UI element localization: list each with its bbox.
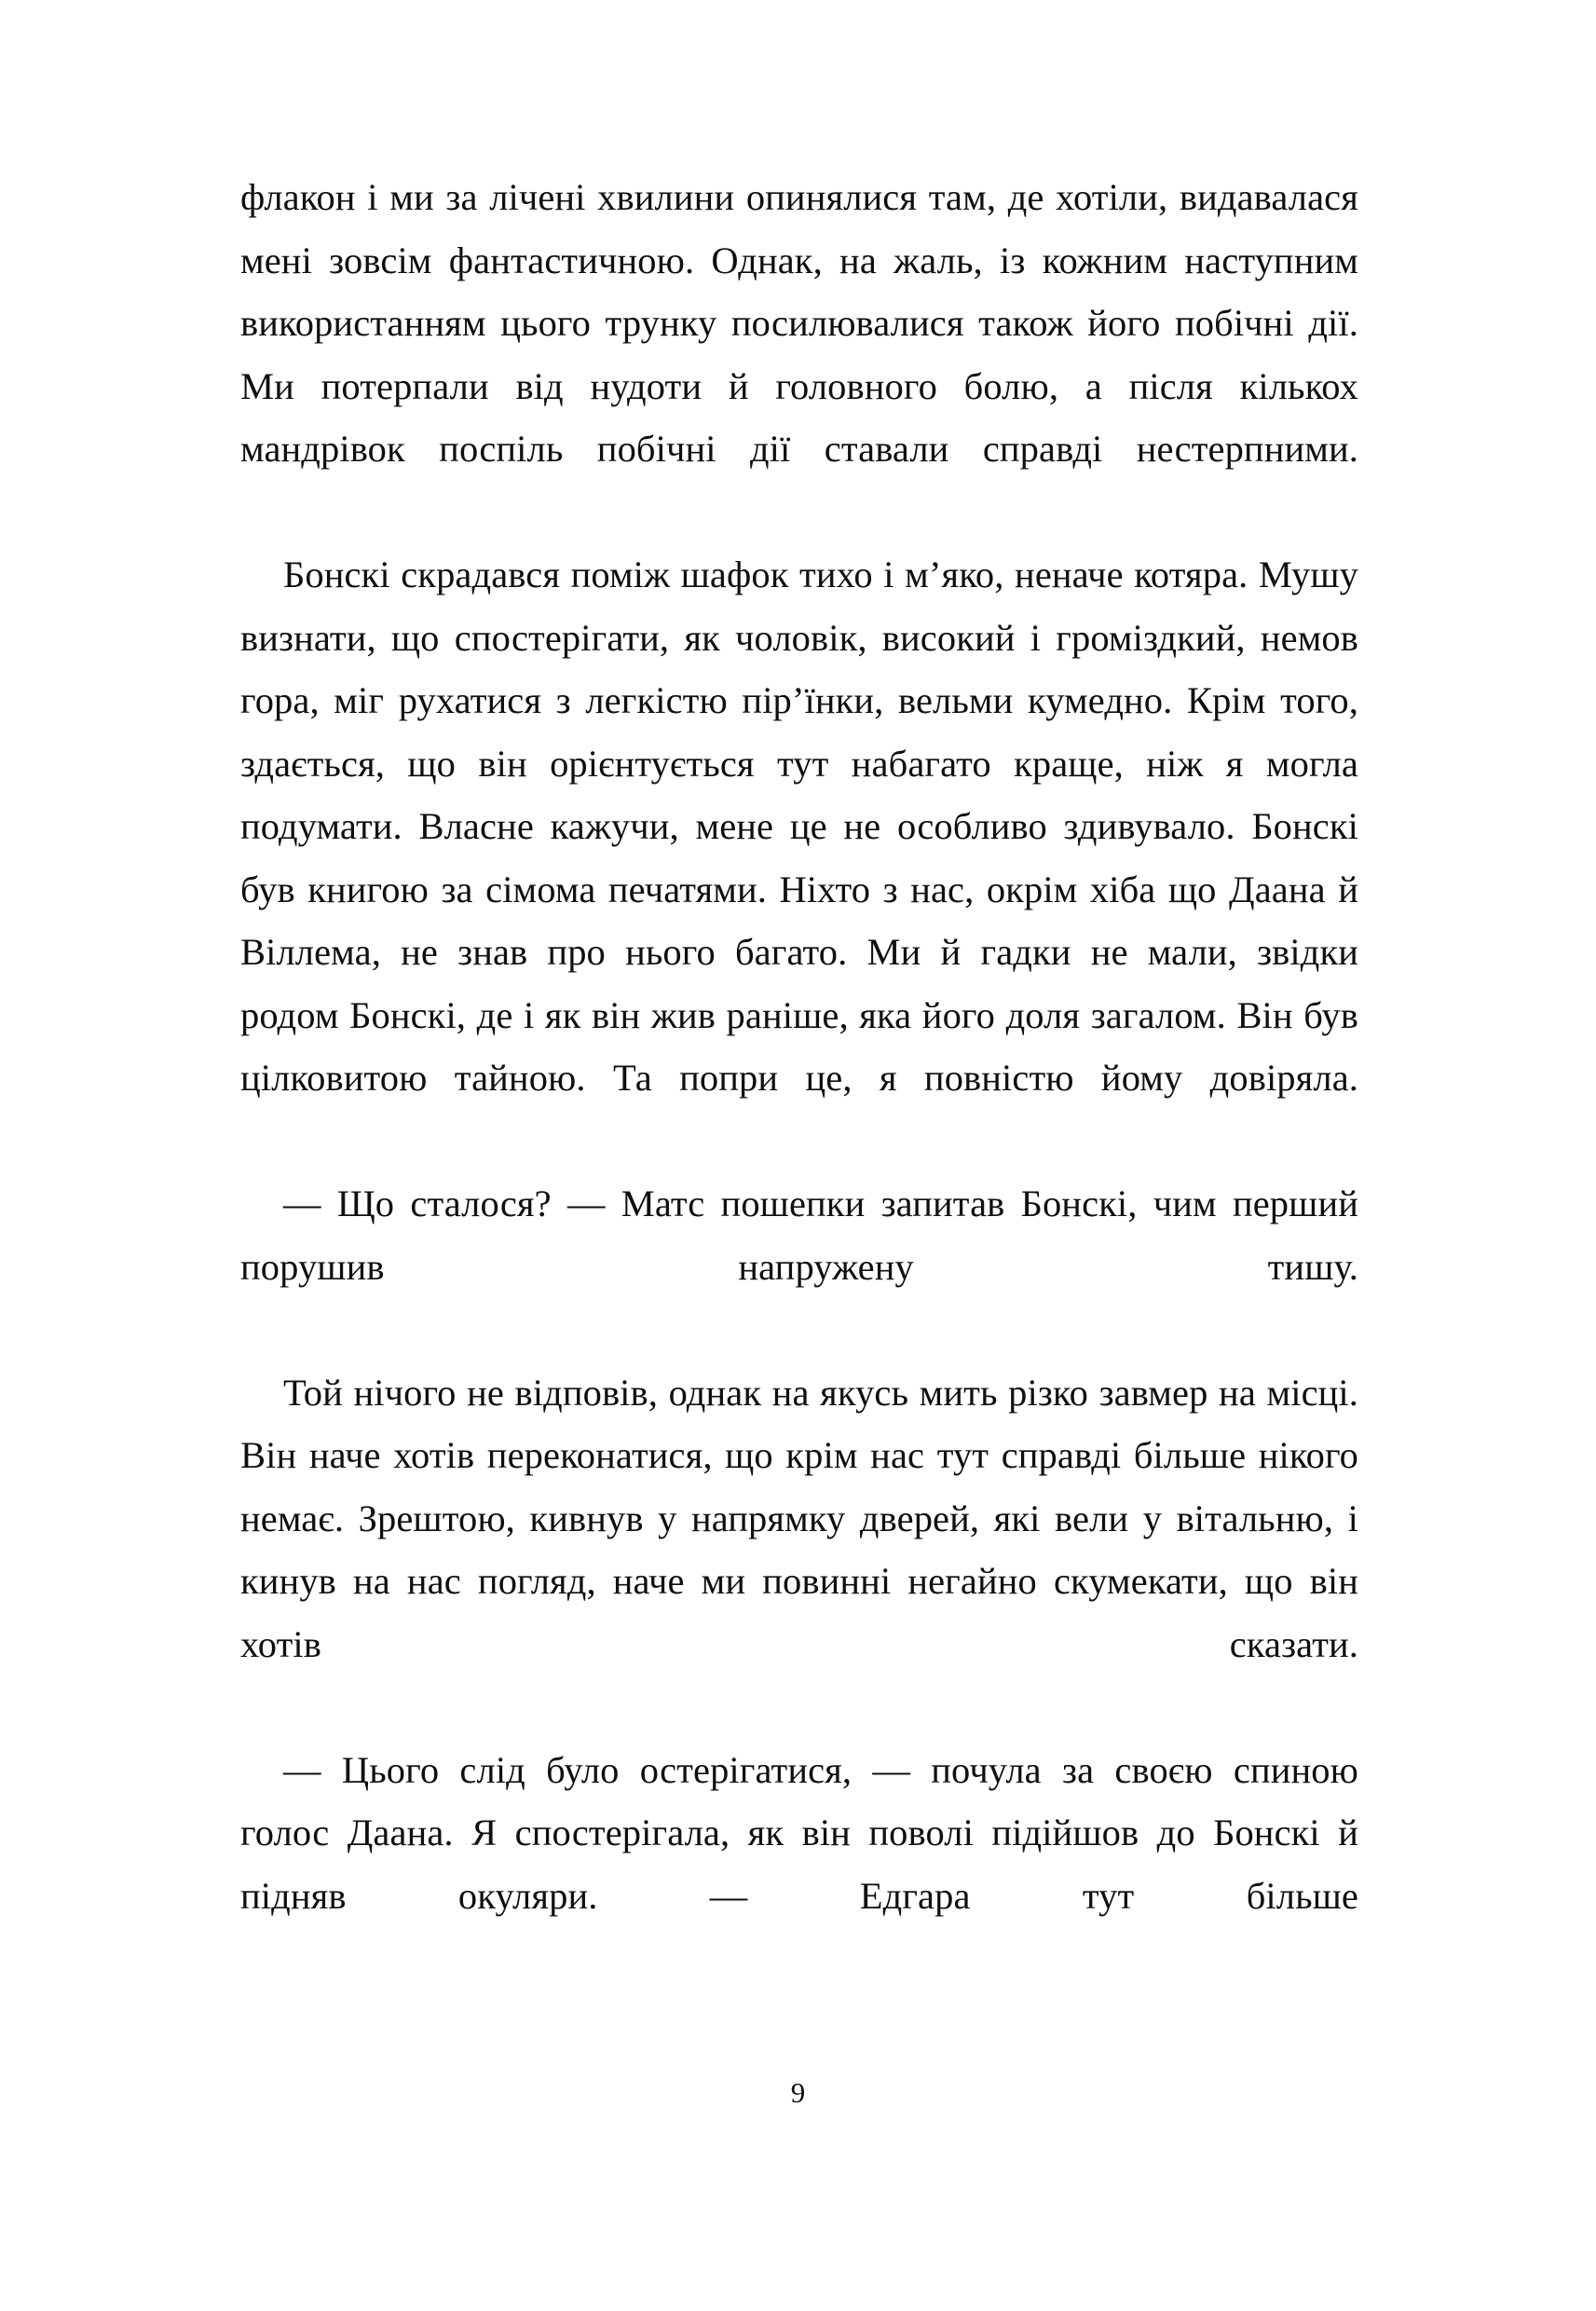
paragraph-1: флакон і ми за лічені хвилини опинялися там, де хотіли, видавалася мені зовсім фантастичною. Однак, на жаль, із кожним наступним використанням цього трунку посилювалися також його побічні дії. Ми потерпали від нудоти й головного болю, а після кількох мандрівок поспіль побічні дії ставали справді нестерпними. (240, 176, 1358, 470)
paragraph-2: Бонскі скрадався поміж шафок тихо і м’яко, неначе котяра. Мушу визнати, що спостерігати, як чоловік, високий і громіздкий, немов гора, міг рухатися з легкістю пір’їнки, вельми кумедно. Крім того, здається, що він орієнтується тут набагато краще, ніж я могла подумати. Власне кажучи, мене це не особливо здивувало. Бонскі був книгою за сімома печатями. Ніхто з нас, окрім хіба що Даана й Віллема, не знав про нього багато. Ми й гадки не мали, звідки родом Бонскі, де і як він жив раніше, яка його доля загалом. Він був цілковитою тайною. Та попри це, я повністю йому довіряла. (240, 554, 1358, 1099)
paragraph-5: — Цього слід було остерігатися, — почула за своєю спиною голос Даана. Я спостерігала, як він поволі підійшов до Бонскі й підняв окуляри. — Едгара тут більше (240, 1748, 1358, 1917)
body-text-block (240, 166, 1358, 1990)
paragraph-4: Той нічого не відповів, однак на якусь мить різко завмер на місці. Він наче хотів переконатися, що крім нас тут справді більше нікого немає. Зрештою, кивнув у напрямку дверей, які вели у вітальню, і кинув на нас погляд, наче ми повинні негайно скумекати, що він хотів сказати. (240, 1371, 1358, 1665)
paragraph-3: — Що сталося? — Матс пошепки запитав Бонскі, чим перший порушив напружену тишу. (240, 1183, 1358, 1288)
page-number: 9 (790, 2076, 806, 2109)
